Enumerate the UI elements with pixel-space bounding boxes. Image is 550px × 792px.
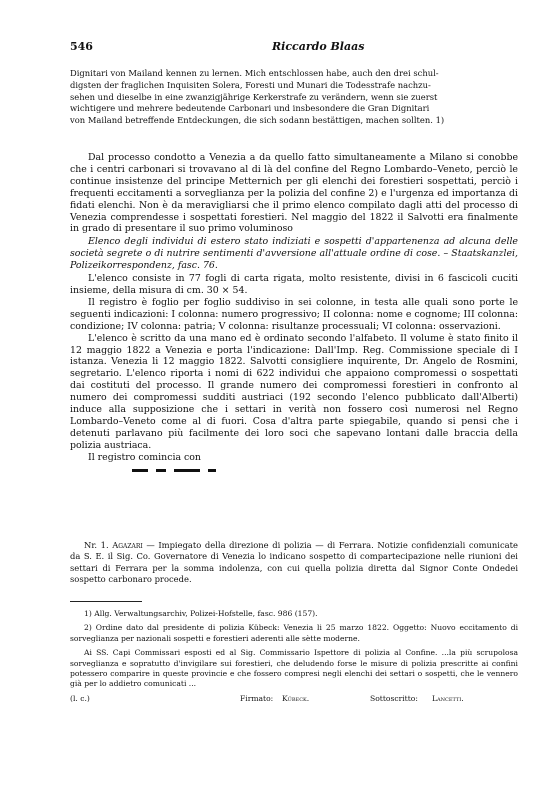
footnotes <box>70 609 518 705</box>
footnote-rule <box>70 601 142 602</box>
main-text <box>70 152 518 478</box>
quote-line: sehen und dieselbe in eine zwanzigjährige Kerkerstrafe zu verändern, wenn sie zuerst <box>70 91 438 102</box>
quote-line: digsten der fraglichen Inquisiten Solera, Foresti und Munari die Todesstrafe nachzu- <box>70 79 431 90</box>
register-entry <box>70 540 518 586</box>
undersigned-name: Lancetti. <box>432 693 464 703</box>
body-paragraph: Il registro è foglio per foglio suddiviso in sei colonne, in testa alle quali sono porte le seguenti indicazioni: I colonna: numero progressivo; II colonna: nome e cognome; III colonna: condizione; IV colonna: patria; V colonna: risultanze processuali; VI colonna: osservazioni. <box>70 296 518 332</box>
signed-name: Kübeck. <box>282 693 310 703</box>
footnote: 2) Ordine dato dal presidente di polizia Kübeck: Venezia li 25 marzo 1822. Oggetto: Nuovo eccitamento di sorveglianza per nazionali sospetti e forestieri aderenti alle sètte moderne. <box>70 623 518 643</box>
quote-line: Dignitari von Mailand kennen zu lernen. Mich entschlossen habe, auch den drei schul- <box>70 68 439 78</box>
body-paragraph: L'elenco consiste in 77 fogli di carta rigata, molto resistente, divisi in 6 fascicoli cuciti insieme, della misura di cm. 30 × 54. <box>70 273 518 296</box>
body-paragraph: Dal processo condotto a Venezia a da quello fatto simultaneamente a Milano si conobbe che i centri carbonari si trovavano al di là del confine del Regno Lombardo–Veneto, perciò le continue insistenze del principe Metternich per gli elenchi dei forestieri sospettati, perciò i frequenti eccitamenti a sorveglianza per la polizia del confine 2) e l'urgenza ed importanza di fidati elenchi. Non è da meravigliarsi che il primo elenco compilato dagli atti del processo di Venezia comprendesse i sospettati forestieri. Nel maggio del 1822 il Salvotti era finalmente in grado di presentare il suo primo voluminoso <box>70 152 518 235</box>
signature-line <box>70 694 518 705</box>
footnote: 1) Allg. Verwaltungsarchiv, Polizei-Hofstelle, fasc. 986 (157). <box>84 609 318 618</box>
signature-ref: (l. c.) <box>70 693 90 703</box>
quote-line: von Mailand betreffende Entdeckungen, die sich sodann bestättigen, machen sollten. 1) <box>70 115 445 126</box>
body-paragraph: Il registro comincia con <box>88 451 201 463</box>
running-title: Riccardo Blaas <box>272 40 365 53</box>
quote-line: wichtigere und mehrere bedeutende Carbonari und insbesondere die Gran Dignitari <box>70 103 430 114</box>
entry-text: — Impiegato della direzione di polizia — di Ferrara. Notizie confidenziali comunicate da S. E. il Sig. Co. Governatore di Venezia lo indicano sospetto di compartecipazione nelle riunioni dei settari di Ferrara per la somma indolenza, con cui quella polizia diretta dal Signor Conte Ondedei sospetto carbonaro procede. <box>70 540 518 585</box>
undersigned-label: Sottoscritto: <box>370 693 418 703</box>
entry-name: Agazari <box>112 540 143 550</box>
entry-paragraph <box>70 540 518 586</box>
ornament-separator <box>70 464 518 478</box>
body-paragraph: L'elenco è scritto da una mano ed è ordinato secondo l'alfabeto. Il volume è stato finito il 12 maggio 1822 a Venezia e porta l'indicazione: Dall'Imp. Reg. Commissione speciale di I istanza. Venezia li 12 maggio 1822. Salvotti consigliere inquirente, Dr. Angelo de Rosmini, segretario. L'elenco riporta i nomi di 622 individui che appaiono compromessi o sospettati dai costituti del processo. Il grande numero dei compromessi forestieri in confronto al numero dei compromessi sudditi austriaci (192 secondo l'elenco pubblicato dall'Alberti) induce alla supposizione che i settari in verità non fossero così numerosi nel Regno Lombardo–Veneto come al di fuori. Cosa d'altra parte spiegabile, quando si pensi che i detenuti parlavano più facilmente dei loro soci che sapevano lontani dalle braccia della polizia austriaca. <box>70 332 518 451</box>
entry-number: Nr. 1. <box>84 540 109 550</box>
page-header <box>70 40 490 56</box>
signed-label: Firmato: <box>240 693 274 703</box>
footnote: Ai SS. Capi Commissari esposti ed al Sig. Commissario Ispettore di polizia al Confine. ...la più scrupolosa sorveglianza e sopratutto d'invigilare sui forestieri, che deludendo forse le misure di polizia prescritte ai confini potessero comparire in queste provincie e che fossero compresi negli elenchi dei settari o sospetti, che le vennero già per lo addietro comunicati ... <box>70 648 518 689</box>
page-number: 546 <box>70 40 93 53</box>
german-quote-block <box>70 68 518 127</box>
register-title-paragraph: Elenco degli individui di estero stato indiziati e sospetti d'appartenenza ad alcuna delle società segrete o di nutrire sentimenti d'avversione all'attuale ordine di cose. – Staatskanzlei, Polizeikorrespondenz, fasc. 76. <box>70 236 518 272</box>
